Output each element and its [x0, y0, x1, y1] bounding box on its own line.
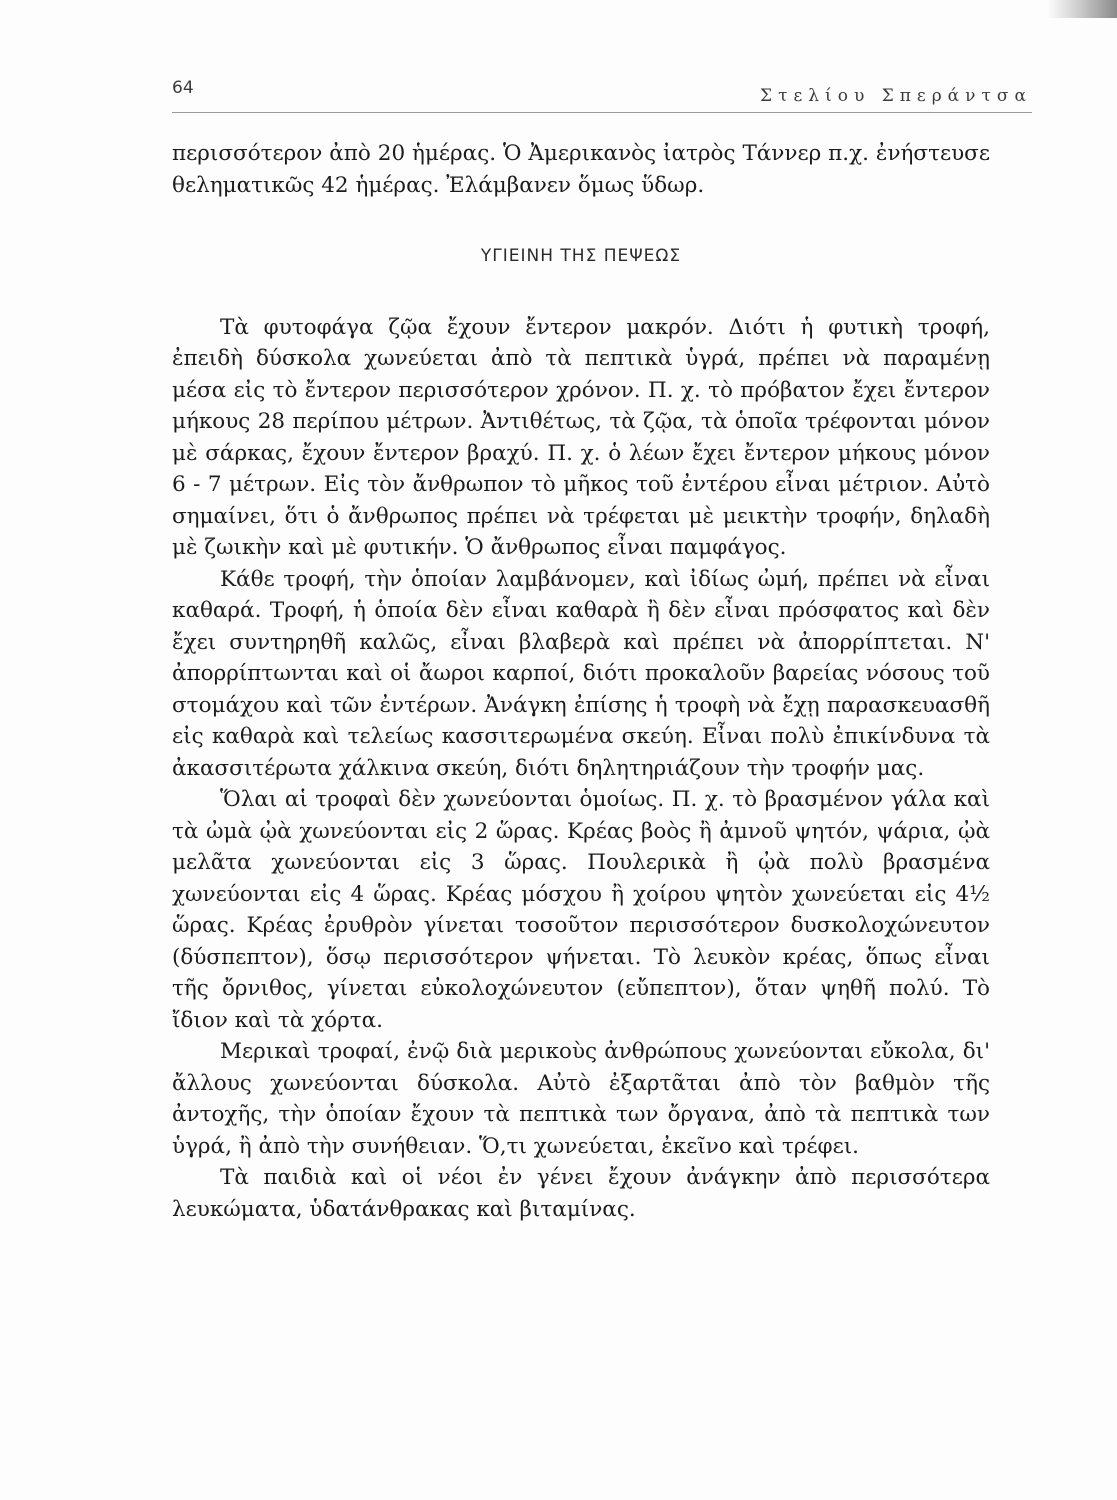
paragraph: Κάθε τροφή, τὴν ὁποίαν λαμβάνομεν, καὶ ἰδίως ὠμή, πρέπει νὰ εἶναι καθαρά. Τροφή, ἡ ὁποία δὲν εἶναι καθαρὰ ἢ δὲν εἶναι πρόσφατος καὶ δὲν ἔχει συντηρηθῆ καλῶς, εἶναι βλαβερὰ καὶ πρέπει νὰ ἀπορρίπτεται. Ν' ἀπορρίπτωνται καὶ οἱ ἄωροι καρποί, διότι προκαλοῦν βαρείας νόσους τοῦ στομάχου καὶ τῶν ἐντέρων. Ἀνάγκη ἐπίσης ἡ τροφὴ νὰ ἔχῃ παρασκευασθῆ εἰς καθαρὰ καὶ τελείως κασσιτερωμένα σκεύη. Εἶναι πολὺ ἐπικίνδυνα τὰ ἀκασσιτέρωτα χάλκινα σκεύη, διότι δηλητηριάζουν τὴν τροφήν μας.	[172, 566, 990, 781]
section-heading: ΥΓΙΕΙΝΗ ΤΗΣ ΠΕΨΕΩΣ	[480, 246, 682, 266]
running-title: Στελίου Σπεράντσα	[760, 86, 1032, 106]
scan-edge-shadow	[1047, 0, 1117, 18]
paragraph: Τὰ παιδιὰ καὶ οἱ νέοι ἐν γένει ἔχουν ἀνάγκην ἀπὸ περισσότερα λευκώματα, ὑδατάνθρακας καὶ βιταμίνας.	[172, 1165, 990, 1222]
paragraph: Μερικαὶ τροφαί, ἐνῷ διὰ μερικοὺς ἀνθρώπους χωνεύονται εὔκολα, δι' ἄλλους χωνεύονται δύσκολα. Αὐτὸ ἐξαρτᾶται ἀπὸ τὸν βαθμὸν τῆς ἀντοχῆς, τὴν ὁποίαν ἔχουν τὰ πεπτικὰ των ὄργανα, ἀπὸ τὰ πεπτικὰ των ὑγρά, ἢ ἀπὸ τὴν συνήθειαν. Ὅ,τι χωνεύεται, ἐκεῖνο καὶ τρέφει.	[172, 1039, 990, 1159]
paragraph: Τὰ φυτοφάγα ζῷα ἔχουν ἔντερον μακρόν. Διότι ἡ φυτικὴ τροφή, ἐπειδὴ δύσκολα χωνεύεται ἀπὸ τὰ πεπτικὰ ὑγρά, πρέπει νὰ παραμένῃ μέσα εἰς τὸ ἔντερον περισσότερον χρόνον. Π. χ. τὸ πρόβατον ἔχει ἔντερον μήκους 28 περίπου μέτρων. Ἀντιθέτως, τὰ ζῷα, τὰ ὁποῖα τρέφονται μόνον μὲ σάρκας, ἔχουν ἔντερον βραχύ. Π. χ. ὁ λέων ἔχει ἔντερον μήκους μόνον 6 - 7 μέτρων. Εἰς τὸν ἄνθρωπον τὸ μῆκος τοῦ ἐντέρου εἶναι μέτριον. Αὐτὸ σημαίνει, ὅτι ὁ ἄνθρωπος πρέπει νὰ τρέφεται μὲ μεικτὴν τροφήν, δηλαδὴ μὲ ζωικὴν καὶ μὲ φυτικήν. Ὁ ἄνθρωπος εἶναι παμφάγος.	[172, 314, 990, 560]
page-header	[172, 78, 1032, 113]
page-number: 64	[172, 78, 194, 98]
paragraph: Ὅλαι αἱ τροφαὶ δὲν χωνεύονται ὁμοίως. Π. χ. τὸ βρασμένον γάλα καὶ τὰ ὠμὰ ᾠὰ χωνεύονται εἰς 2 ὥρας. Κρέας βοὸς ἢ ἀμνοῦ ψητόν, ψάρια, ᾠὰ μελᾶτα χωνεύονται εἰς 3 ὥρας. Πουλερικὰ ἢ ᾠὰ πολὺ βρασμένα χωνεύονται εἰς 4 ὥρας. Κρέας μόσχου ἢ χοίρου ψητὸν χωνεύεται εἰς 4½ ὥρας. Κρέας ἐρυθρὸν γίνεται τοσοῦτον περισσότερον δυσκολοχώνευτον (δύσπεπτον), ὅσῳ περισσότερον ψήνεται. Τὸ λευκὸν κρέας, ὅπως εἶναι τῆς ὄρνιθος, γίνεται εὐκολοχώνευτον (εὔπεπτον), ὅταν ψηθῆ πολύ. Τὸ ἴδιον καὶ τὰ χόρτα.	[172, 787, 990, 1033]
body-text	[172, 138, 990, 1225]
paragraph-continuation: περισσότερον ἀπὸ 20 ἡμέρας. Ὁ Ἀμερικανὸς ἰατρὸς Τάννερ π.χ. ἐνήστευσε θεληματικῶς 42 ἡμέρας. Ἐλάμβανεν ὅμως ὕδωρ.	[172, 141, 990, 198]
